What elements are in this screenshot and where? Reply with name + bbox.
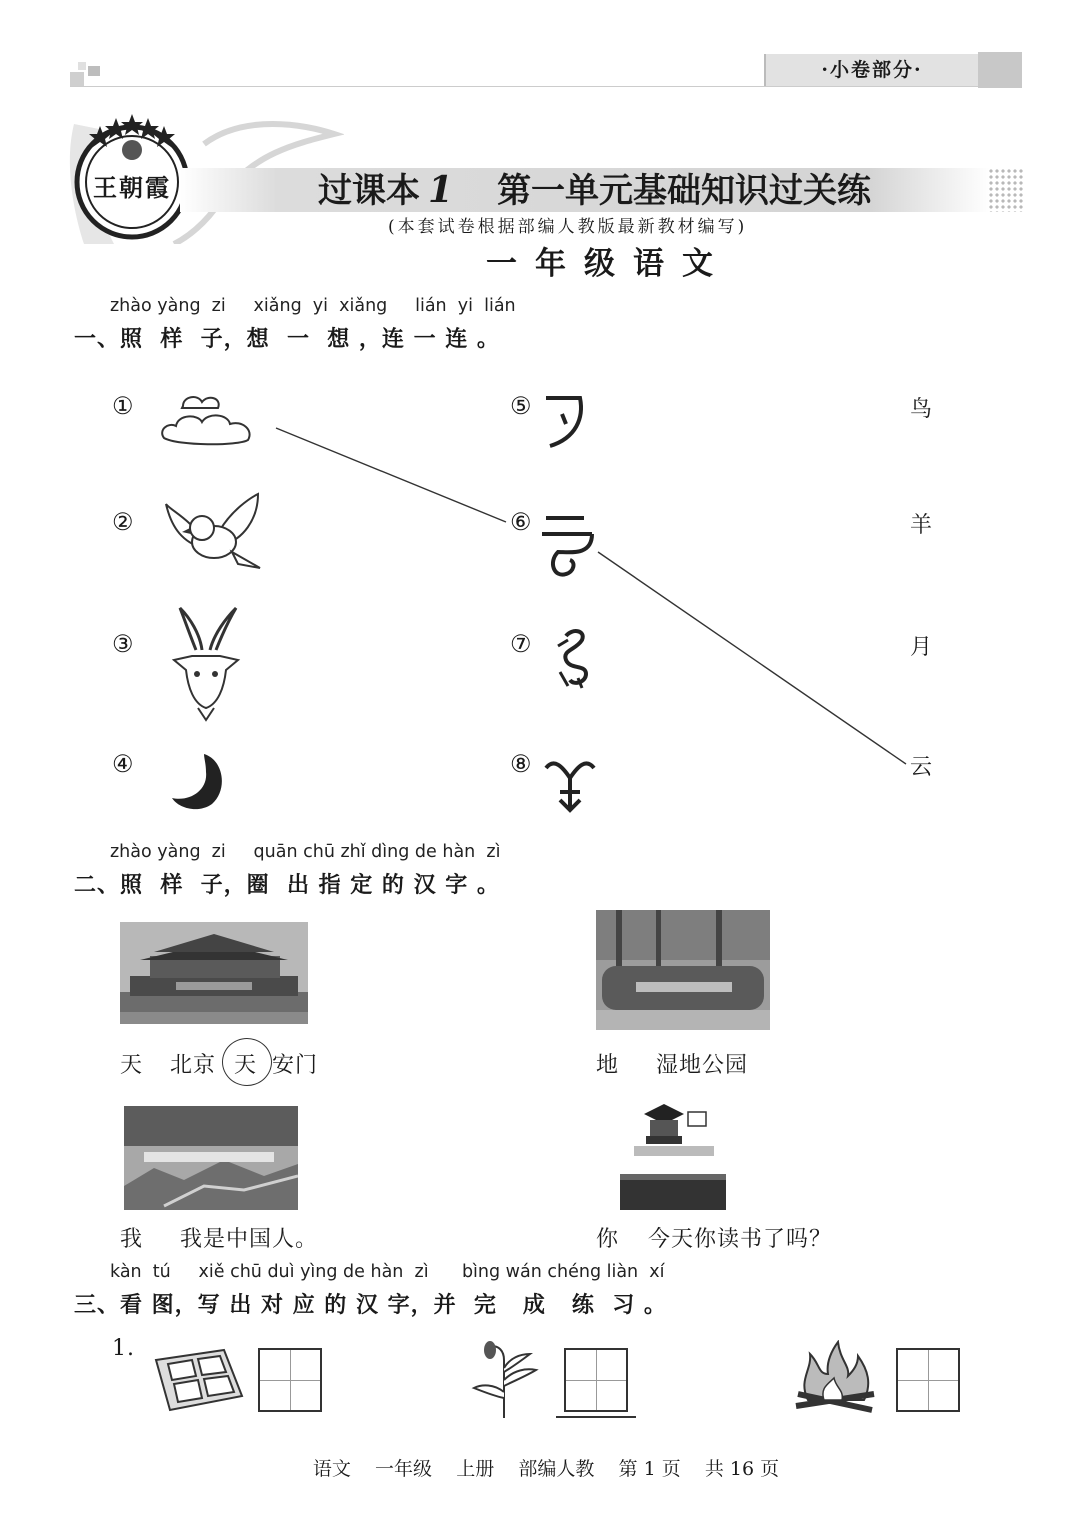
q2-item-4-phrase: 今天你读书了吗？ [648,1227,833,1252]
writing-box-1[interactable] [258,1348,322,1412]
q1-num-5: ⑤ [510,392,532,420]
logo-text: 王朝霞 [93,173,171,202]
q3-title: 三、看 图，写 出 对 应 的 汉 字，并 完 成 练 习 。 [74,1292,667,1318]
writing-box-2[interactable] [564,1348,628,1412]
grain-plant-icon [470,1340,540,1420]
q1-char-1: 鸟 [910,397,933,422]
fire-icon [788,1340,882,1416]
photo-reading [616,1098,730,1210]
grade-title: 一年级语文 [486,246,731,282]
q2-title: 二、照 样 子，圈 出 指 定 的 汉 字 。 [74,872,500,898]
line-glyph-to-char [598,552,906,764]
q1-char-3: 月 [910,635,933,660]
title-number: 1 [428,169,454,211]
page-subtitle: (本套试卷根据部编人教版最新教材编写) [388,217,748,237]
q2-item-1-circled: 天 [234,1053,258,1078]
q1-num-7: ⑦ [510,630,532,658]
title-main: 过课本 [318,171,420,211]
q2-item-3-char: 我 [120,1227,144,1252]
q1-num-6: ⑥ [510,508,532,536]
q2-item-2-phrase: 湿地公园 [656,1053,749,1078]
section-tag: ·小卷部分· [764,54,978,86]
q1-char-2: 羊 [910,513,933,538]
photo-wetland-park [596,910,770,1030]
q1-pinyin: zhào yàng zi xiǎng yi xiǎng lián yi lián [110,296,516,316]
photo-great-wall [124,1106,298,1210]
q1-num-4: ④ [112,750,134,778]
page-footer: 语文 一年级 上册 部编人教 第 1 页 共 16 页 [312,1458,780,1480]
field-icon [150,1346,244,1414]
q1-char-4: 云 [910,755,933,780]
line-cloud-to-glyph [276,428,506,522]
q2-item-4-char: 你 [596,1227,620,1252]
q2-item-3-phrase: 我是中国人。 [180,1227,319,1252]
writing-box-2-underline [556,1416,636,1418]
q2-item-1-after: 安门 [272,1053,319,1078]
q1-num-3: ③ [112,630,134,658]
q2-item-1-char: 天 [120,1053,144,1078]
title-unit: 第一单元基础知识过关练 [497,171,872,211]
q3-item-number: 1. [112,1336,135,1361]
q2-item-2-char: 地 [596,1053,620,1078]
q2-pinyin: zhào yàng zi quān chū zhǐ dìng de hàn zì [110,842,501,862]
q1-num-1: ① [112,392,134,420]
q1-title: 一、照 样 子，想 一 想 ，连 一 连 。 [74,326,500,352]
q1-num-2: ② [112,508,134,536]
q2-item-1-before: 北京 [170,1053,217,1078]
q3-pinyin: kàn tú xiě chū duì yìng de hàn zì bìng wán chéng liàn xí [110,1262,665,1282]
photo-tiananmen [120,922,308,1024]
q1-num-8: ⑧ [510,750,532,778]
writing-box-3[interactable] [896,1348,960,1412]
